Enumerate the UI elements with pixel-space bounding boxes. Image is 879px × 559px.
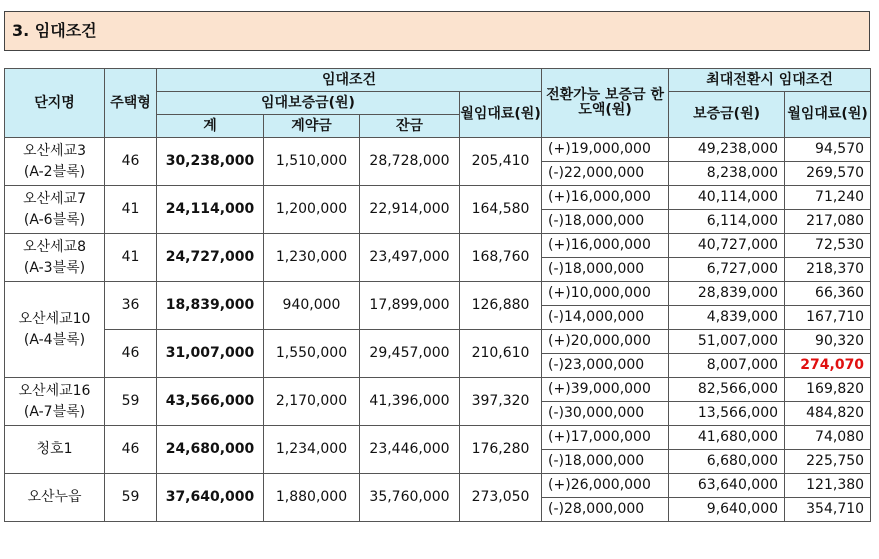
header-balance: 잔금: [360, 115, 460, 138]
balance-cell: 22,914,000: [360, 186, 460, 234]
table-row: [5, 378, 871, 402]
conversion-limit-cell: (-)28,000,000: [542, 498, 669, 522]
max-deposit-cell: 40,727,000: [669, 234, 785, 258]
complex-name: 오산세교16 (A-7블록): [5, 378, 105, 426]
max-monthly-rent-cell: 167,710: [785, 306, 871, 330]
conversion-limit-cell: (+)39,000,000: [542, 378, 669, 402]
conversion-limit-cell: (-)18,000,000: [542, 450, 669, 474]
header-contract: 계약금: [264, 115, 360, 138]
max-deposit-cell: 9,640,000: [669, 498, 785, 522]
house-type-cell: 46: [105, 426, 157, 474]
conversion-limit-cell: (+)17,000,000: [542, 426, 669, 450]
max-deposit-cell: 82,566,000: [669, 378, 785, 402]
max-monthly-rent-cell: 169,820: [785, 378, 871, 402]
house-type-cell: 46: [105, 138, 157, 186]
max-deposit-cell: 41,680,000: [669, 426, 785, 450]
max-deposit-cell: 49,238,000: [669, 138, 785, 162]
max-monthly-rent-cell: 94,570: [785, 138, 871, 162]
table-row: [5, 330, 871, 354]
max-monthly-rent-cell: 66,360: [785, 282, 871, 306]
header-monthly-rent: 월임대료(원): [460, 92, 542, 138]
monthly-rent-cell: 164,580: [460, 186, 542, 234]
table-row: [5, 138, 871, 162]
rent-conditions-table: [4, 68, 871, 522]
max-deposit-cell: 28,839,000: [669, 282, 785, 306]
conversion-limit-cell: (+)26,000,000: [542, 474, 669, 498]
header-max-conversion: 최대전환시 임대조건: [669, 69, 871, 92]
max-monthly-rent-cell: 121,380: [785, 474, 871, 498]
max-deposit-cell: 8,007,000: [669, 354, 785, 378]
header-deposit: 임대보증금(원): [157, 92, 460, 115]
balance-cell: 23,497,000: [360, 234, 460, 282]
deposit-total-cell: 43,566,000: [157, 378, 264, 426]
header-house-type: 주택형: [105, 69, 157, 138]
max-monthly-rent-cell: 274,070: [785, 354, 871, 378]
house-type-cell: 36: [105, 282, 157, 330]
table-row: [5, 234, 871, 258]
balance-cell: 29,457,000: [360, 330, 460, 378]
balance-cell: 41,396,000: [360, 378, 460, 426]
max-monthly-rent-cell: 269,570: [785, 162, 871, 186]
conversion-limit-cell: (+)16,000,000: [542, 234, 669, 258]
table-row: [5, 426, 871, 450]
deposit-total-cell: 18,839,000: [157, 282, 264, 330]
max-monthly-rent-cell: 218,370: [785, 258, 871, 282]
complex-name: 청호1: [5, 426, 105, 474]
deposit-total-cell: 24,114,000: [157, 186, 264, 234]
complex-name: 오산세교8 (A-3블록): [5, 234, 105, 282]
max-monthly-rent-cell: 71,240: [785, 186, 871, 210]
complex-name: 오산세교3 (A-2블록): [5, 138, 105, 186]
monthly-rent-cell: 273,050: [460, 474, 542, 522]
table-row: [5, 186, 871, 210]
max-monthly-rent-cell: 225,750: [785, 450, 871, 474]
max-deposit-cell: 6,727,000: [669, 258, 785, 282]
max-deposit-cell: 6,114,000: [669, 210, 785, 234]
max-deposit-cell: 13,566,000: [669, 402, 785, 426]
contract-cell: 1,200,000: [264, 186, 360, 234]
contract-cell: 1,234,000: [264, 426, 360, 474]
conversion-limit-cell: (-)14,000,000: [542, 306, 669, 330]
complex-name: 오산세교10 (A-4블록): [5, 282, 105, 378]
conversion-limit-cell: (-)18,000,000: [542, 258, 669, 282]
max-deposit-cell: 6,680,000: [669, 450, 785, 474]
conversion-limit-cell: (+)10,000,000: [542, 282, 669, 306]
monthly-rent-cell: 176,280: [460, 426, 542, 474]
header-rent-conditions: 임대조건: [157, 69, 542, 92]
table-row: [5, 474, 871, 498]
monthly-rent-cell: 168,760: [460, 234, 542, 282]
contract-cell: 1,550,000: [264, 330, 360, 378]
house-type-cell: 46: [105, 330, 157, 378]
contract-cell: 2,170,000: [264, 378, 360, 426]
conversion-limit-cell: (+)16,000,000: [542, 186, 669, 210]
header-max-monthly: 월임대료(원): [785, 92, 871, 138]
header-complex: 단지명: [5, 69, 105, 138]
contract-cell: 1,510,000: [264, 138, 360, 186]
max-monthly-rent-cell: 74,080: [785, 426, 871, 450]
max-monthly-rent-cell: 72,530: [785, 234, 871, 258]
balance-cell: 35,760,000: [360, 474, 460, 522]
deposit-total-cell: 24,680,000: [157, 426, 264, 474]
conversion-limit-cell: (-)23,000,000: [542, 354, 669, 378]
balance-cell: 17,899,000: [360, 282, 460, 330]
contract-cell: 1,880,000: [264, 474, 360, 522]
house-type-cell: 59: [105, 378, 157, 426]
monthly-rent-cell: 205,410: [460, 138, 542, 186]
max-deposit-cell: 4,839,000: [669, 306, 785, 330]
monthly-rent-cell: 210,610: [460, 330, 542, 378]
deposit-total-cell: 37,640,000: [157, 474, 264, 522]
max-monthly-rent-cell: 217,080: [785, 210, 871, 234]
conversion-limit-cell: (+)19,000,000: [542, 138, 669, 162]
contract-cell: 1,230,000: [264, 234, 360, 282]
table-header: [5, 69, 871, 138]
complex-name: 오산누읍: [5, 474, 105, 522]
conversion-limit-cell: (+)20,000,000: [542, 330, 669, 354]
max-deposit-cell: 40,114,000: [669, 186, 785, 210]
house-type-cell: 41: [105, 186, 157, 234]
header-total: 계: [157, 115, 264, 138]
max-monthly-rent-cell: 354,710: [785, 498, 871, 522]
monthly-rent-cell: 126,880: [460, 282, 542, 330]
max-deposit-cell: 8,238,000: [669, 162, 785, 186]
table-row: [5, 282, 871, 306]
max-deposit-cell: 51,007,000: [669, 330, 785, 354]
monthly-rent-cell: 397,320: [460, 378, 542, 426]
header-max-deposit: 보증금(원): [669, 92, 785, 138]
complex-name: 오산세교7 (A-6블록): [5, 186, 105, 234]
section-title: 3. 임대조건: [4, 11, 870, 51]
deposit-total-cell: 31,007,000: [157, 330, 264, 378]
balance-cell: 23,446,000: [360, 426, 460, 474]
contract-cell: 940,000: [264, 282, 360, 330]
table-body: [5, 138, 871, 522]
house-type-cell: 41: [105, 234, 157, 282]
max-monthly-rent-cell: 90,320: [785, 330, 871, 354]
max-deposit-cell: 63,640,000: [669, 474, 785, 498]
deposit-total-cell: 30,238,000: [157, 138, 264, 186]
house-type-cell: 59: [105, 474, 157, 522]
conversion-limit-cell: (-)18,000,000: [542, 210, 669, 234]
header-conversion-limit: 전환가능 보증금 한도액(원): [542, 69, 669, 138]
conversion-limit-cell: (-)22,000,000: [542, 162, 669, 186]
deposit-total-cell: 24,727,000: [157, 234, 264, 282]
balance-cell: 28,728,000: [360, 138, 460, 186]
conversion-limit-cell: (-)30,000,000: [542, 402, 669, 426]
max-monthly-rent-cell: 484,820: [785, 402, 871, 426]
